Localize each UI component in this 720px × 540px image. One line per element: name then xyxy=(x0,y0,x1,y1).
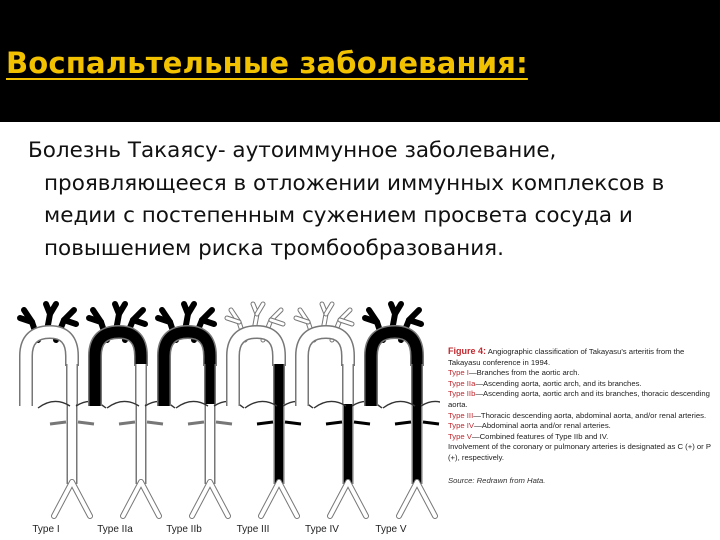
iliac-arteries-outline xyxy=(123,482,159,516)
branch-vessel xyxy=(119,304,125,314)
iliac-arteries-outline xyxy=(330,482,366,516)
aorta-diagram-6 xyxy=(365,304,440,535)
branch-vessel xyxy=(158,318,170,322)
branch-lumen xyxy=(340,320,352,324)
branch-vessel xyxy=(365,318,377,322)
branch-vessel xyxy=(202,320,214,324)
branch-vessel xyxy=(20,318,32,322)
slide-paragraph: Болезнь Такаясу- аутоиммунное заболевание, проявляющееся в отложении иммунных комплексов в медии с постепенным сужением просвета сосуда и повышением риска тромбообразования. xyxy=(28,138,665,261)
branch-vessel xyxy=(188,304,194,314)
caption-label: Figure 4: xyxy=(448,346,487,356)
branch-lumen xyxy=(271,320,283,324)
caption-line-2: Type IIa—Ascending aorta, aortic arch, and its branches. xyxy=(448,378,642,388)
caption-line-4: Type III—Thoracic descending aorta, abdominal aorta, and/or renal arteries. xyxy=(448,410,707,420)
aorta-diagrams xyxy=(0,296,440,540)
branch-vessel xyxy=(409,320,421,324)
branch-vessel xyxy=(133,320,145,324)
branch-vessel xyxy=(64,320,76,324)
branch-vessel xyxy=(89,318,101,322)
caption-line-1: Type I—Branches from the aortic arch. xyxy=(448,368,580,378)
iliac-arteries-outline xyxy=(399,482,435,516)
type-label: Type I xyxy=(32,524,60,535)
figure-caption xyxy=(448,346,716,486)
caption-line-6: Type V—Combined features of Type IIb and IV. xyxy=(448,431,609,441)
caption-involvement: Involvement of the coronary or pulmonary arteries is designated as C (+) or P (+), respectively. xyxy=(448,442,711,462)
caption-intro: Angiographic classification of Takayasu's arteritis from the Takayasu conference in 1994. xyxy=(448,347,685,367)
type-label: Type V xyxy=(375,524,407,535)
takayasu-figure xyxy=(0,296,720,540)
caption-intro-line xyxy=(448,346,716,368)
type-label: Type IV xyxy=(305,524,339,535)
iliac-arteries-outline xyxy=(54,482,90,516)
caption-line-5: Type IV—Abdominal aorta and/or renal arteries. xyxy=(448,421,611,431)
title-bar xyxy=(0,0,720,122)
type-label: Type IIb xyxy=(166,524,202,535)
slide-title: Воспальтельные заболевания: xyxy=(6,46,528,80)
branch-vessel xyxy=(395,304,401,314)
type-label: Type III xyxy=(236,524,270,535)
branch-vessel xyxy=(50,304,56,314)
iliac-arteries-outline xyxy=(192,482,228,516)
caption-line-3: Type IIb—Ascending aorta, aortic arch and its branches, thoracic descending aorta. xyxy=(448,389,710,409)
iliac-arteries-outline xyxy=(261,482,297,516)
caption-source: Source: Redrawn from Hata. xyxy=(448,475,546,485)
type-label: Type IIa xyxy=(97,524,133,535)
